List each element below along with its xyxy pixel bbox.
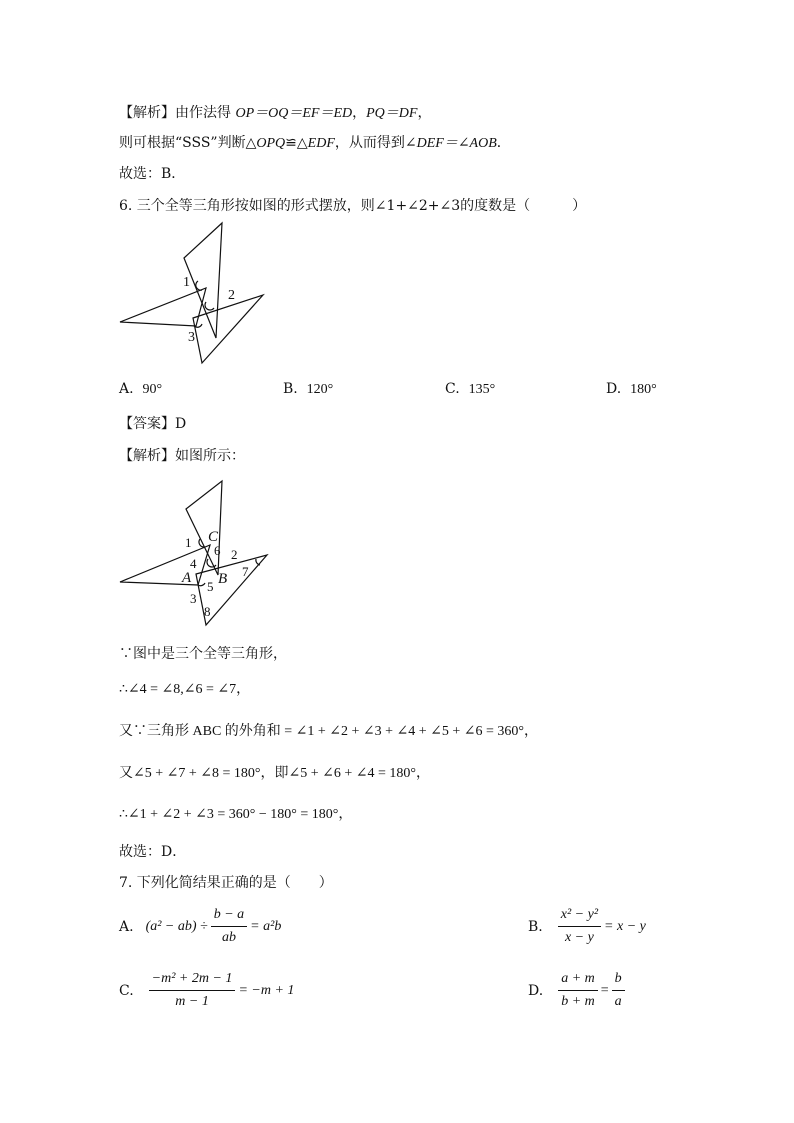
q6-label-2: 2 [228, 288, 235, 303]
q6b-label-5: 5 [207, 579, 214, 594]
q6-stem: 6. 三个全等三角形按如图的形式摆放，则∠1+∠2+∠3的度数是（ ） [119, 198, 587, 214]
q7-option-a[interactable]: A. (a² − ab) ÷ $\frac{b - a}{ab}$ = a²b [119, 907, 282, 945]
q7b-fraction: $\frac{\text{x² − y²}}{x - y}$ [558, 906, 601, 947]
q6-option-d[interactable]: D. 180° [606, 381, 657, 397]
q6b-label-B: B [218, 571, 228, 587]
q7-stem: 7. 下列化简结果正确的是（ ） [119, 875, 333, 891]
q6-angle1-arc [196, 281, 202, 290]
q6-step-5: ∴∠1 + ∠2 + ∠3 = 360° − 180° = 180°， [119, 807, 353, 822]
q7d-fraction-left: $\frac{a + m}{b + m}$ [558, 970, 598, 1011]
q6-step-3: 又∵三角形 ABC 的外角和 = ∠1 + ∠2 + ∠3 + ∠4 + ∠5 + ∠6 = 360°， [119, 724, 539, 739]
q6-analysis-figure [110, 475, 280, 635]
q7-option-d[interactable]: D. $\frac{a + m}{b + m}$ = $\frac{b}{a}$ [528, 970, 628, 1011]
q6-step-2: ∴∠4 = ∠8,∠6 = ∠7， [119, 682, 251, 697]
q6-option-b[interactable]: B. 120° [283, 381, 334, 397]
q6-step-1: ∵图中是三个全等三角形， [119, 647, 287, 662]
q7d-fraction-right: $\frac{b}{a}$ [612, 970, 625, 1011]
q7-option-b[interactable]: B. $\frac{\text{x² − y²}}{x - y}$ = x − y [528, 907, 646, 945]
q6-option-a[interactable]: A. 90° [119, 381, 163, 397]
q6-option-c[interactable]: C. 135° [445, 381, 496, 397]
q6-answer [119, 414, 186, 434]
q6-step-4: 又∠5 + ∠7 + ∠8 = 180°，即∠5 + ∠6 + ∠4 = 180°， [119, 766, 430, 781]
q6b-label-2: 2 [231, 547, 238, 562]
q7-option-c[interactable]: C. $\frac{\text{−m² + 2m − 1}}{m - 1}$ = −m + 1 [119, 971, 295, 1009]
q6b-label-3: 3 [190, 591, 197, 606]
analysis-tag: 【解析】 [119, 105, 175, 121]
q7c-fraction: $\frac{\text{−m² + 2m − 1}}{m - 1}$ [149, 970, 236, 1011]
q6-angle2-arc [205, 302, 214, 310]
q6b-label-C: C [208, 529, 219, 545]
answer-value: D [175, 416, 187, 432]
analysis5-line3: 故选：B． [119, 166, 186, 182]
q6-figure [110, 220, 280, 370]
q6b-label-A: A [182, 570, 192, 586]
analysis5-line1: 【解析】由作法得 OP＝OQ＝EF＝ED，PQ＝DF， [119, 105, 432, 121]
q6b-angle2-arc [207, 559, 216, 567]
q6-label-3: 3 [188, 330, 195, 345]
analysis-tag: 【解析】 [119, 448, 175, 464]
q7a-fraction: $\frac{b - a}{ab}$ [211, 906, 247, 947]
q6b-label-4: 4 [190, 556, 197, 571]
q6-analysis: 【解析】如图所示： [119, 448, 245, 464]
q6-label-1: 1 [183, 275, 190, 290]
q6-step-6: 故选：D． [119, 844, 187, 860]
q6b-label-1: 1 [185, 535, 192, 550]
q6b-label-8: 8 [204, 604, 211, 619]
q6b-label-7: 7 [242, 564, 249, 579]
answer-tag: 【答案】 [119, 416, 175, 432]
q6b-label-6: 6 [214, 543, 221, 558]
analysis5-line2: 则可根据“SSS”判断△OPQ≌△EDF，从而得到∠DEF＝∠AOB． [119, 135, 511, 151]
